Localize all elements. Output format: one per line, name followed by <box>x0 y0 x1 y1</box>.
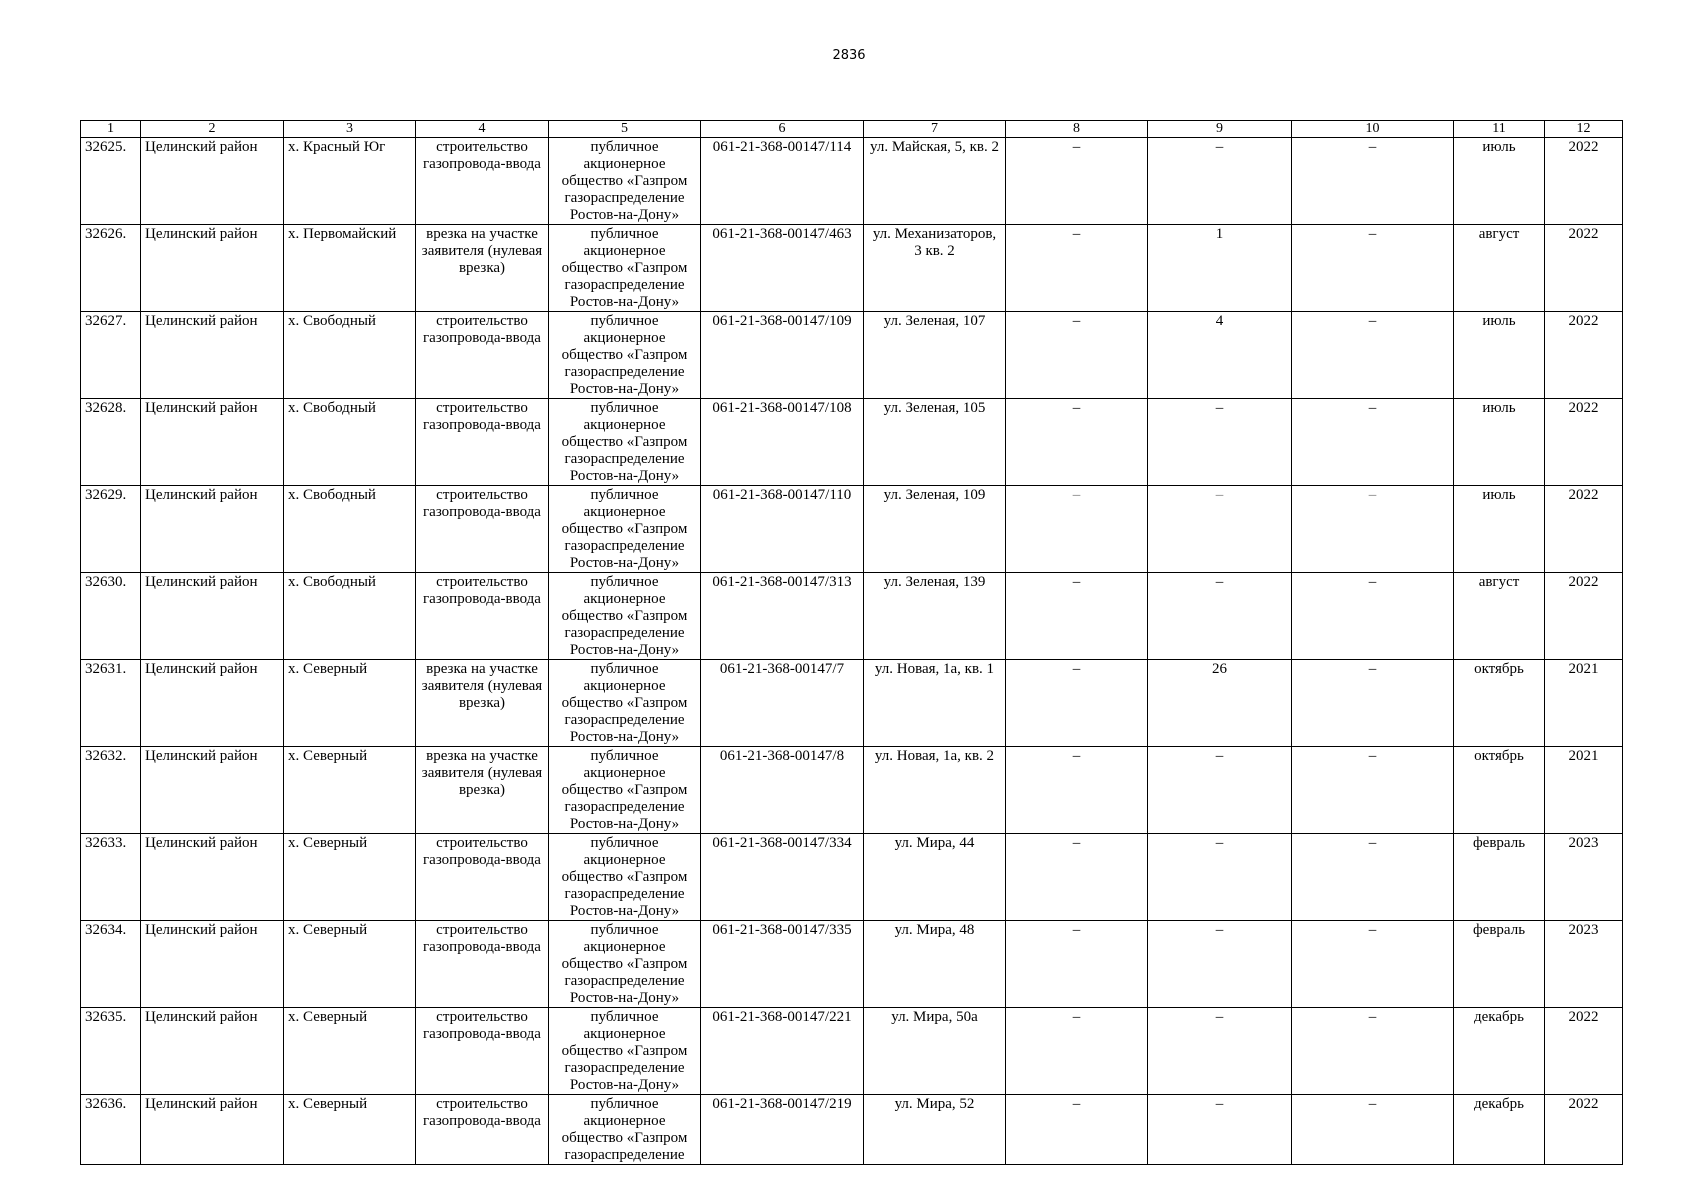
work-type-cell: строительство газопровода-ввода <box>416 486 549 573</box>
settlement-cell: х. Северный <box>284 1095 416 1165</box>
district-cell: Целинский район <box>141 573 284 660</box>
district-cell: Целинский район <box>141 660 284 747</box>
year-cell: 2022 <box>1545 1095 1623 1165</box>
district-cell: Целинский район <box>141 1008 284 1095</box>
column-9-cell: 4 <box>1148 312 1292 399</box>
table-row <box>81 225 1623 312</box>
header-cell: 1 <box>81 121 141 138</box>
organization-cell: публичное акционерное общество «Газпром газораспределение Ростов-на-Дону» <box>549 312 701 399</box>
table-row <box>81 312 1623 399</box>
row-number-cell: 32627. <box>81 312 141 399</box>
settlement-cell: х. Северный <box>284 834 416 921</box>
address-cell: ул. Мира, 52 <box>864 1095 1006 1165</box>
header-cell: 3 <box>284 121 416 138</box>
month-cell: февраль <box>1454 921 1545 1008</box>
month-cell: декабрь <box>1454 1008 1545 1095</box>
organization-cell: публичное акционерное общество «Газпром газораспределение Ростов-на-Дону» <box>549 225 701 312</box>
table-row <box>81 399 1623 486</box>
settlement-cell: х. Свободный <box>284 486 416 573</box>
work-type-cell: строительство газопровода-ввода <box>416 834 549 921</box>
organization-cell: публичное акционерное общество «Газпром газораспределение Ростов-на-Дону» <box>549 660 701 747</box>
work-type-cell: строительство газопровода-ввода <box>416 1008 549 1095</box>
column-8-cell: – <box>1006 573 1148 660</box>
column-10-cell: – <box>1292 660 1454 747</box>
column-8-cell: – <box>1006 486 1148 573</box>
table-row <box>81 1008 1623 1095</box>
address-cell: ул. Механизаторов, 3 кв. 2 <box>864 225 1006 312</box>
settlement-cell: х. Северный <box>284 747 416 834</box>
table-row <box>81 138 1623 225</box>
district-cell: Целинский район <box>141 1095 284 1165</box>
work-type-cell: врезка на участке заявителя (нулевая врезка) <box>416 660 549 747</box>
settlement-cell: х. Первомайский <box>284 225 416 312</box>
row-number-cell: 32635. <box>81 1008 141 1095</box>
year-cell: 2023 <box>1545 834 1623 921</box>
column-10-cell: – <box>1292 399 1454 486</box>
district-cell: Целинский район <box>141 486 284 573</box>
month-cell: июль <box>1454 486 1545 573</box>
work-type-cell: строительство газопровода-ввода <box>416 312 549 399</box>
table-row <box>81 573 1623 660</box>
month-cell: февраль <box>1454 834 1545 921</box>
column-9-cell: 1 <box>1148 225 1292 312</box>
settlement-cell: х. Свободный <box>284 399 416 486</box>
year-cell: 2022 <box>1545 1008 1623 1095</box>
column-number-header-row <box>81 121 1623 138</box>
header-cell: 8 <box>1006 121 1148 138</box>
year-cell: 2022 <box>1545 573 1623 660</box>
header-cell: 12 <box>1545 121 1623 138</box>
registry-code-cell: 061-21-368-00147/114 <box>701 138 864 225</box>
month-cell: декабрь <box>1454 1095 1545 1165</box>
registry-code-cell: 061-21-368-00147/219 <box>701 1095 864 1165</box>
month-cell: октябрь <box>1454 747 1545 834</box>
column-10-cell: – <box>1292 225 1454 312</box>
organization-cell: публичное акционерное общество «Газпром газораспределение Ростов-на-Дону» <box>549 138 701 225</box>
year-cell: 2022 <box>1545 399 1623 486</box>
organization-cell: публичное акционерное общество «Газпром газораспределение Ростов-на-Дону» <box>549 921 701 1008</box>
month-cell: июль <box>1454 138 1545 225</box>
column-8-cell: – <box>1006 138 1148 225</box>
district-cell: Целинский район <box>141 834 284 921</box>
address-cell: ул. Мира, 48 <box>864 921 1006 1008</box>
column-9-cell: – <box>1148 573 1292 660</box>
settlement-cell: х. Красный Юг <box>284 138 416 225</box>
table-row <box>81 834 1623 921</box>
table-row <box>81 1095 1623 1165</box>
row-number-cell: 32636. <box>81 1095 141 1165</box>
column-10-cell: – <box>1292 312 1454 399</box>
row-number-cell: 32630. <box>81 573 141 660</box>
column-10-cell: – <box>1292 1095 1454 1165</box>
row-number-cell: 32626. <box>81 225 141 312</box>
registry-code-cell: 061-21-368-00147/334 <box>701 834 864 921</box>
address-cell: ул. Новая, 1а, кв. 1 <box>864 660 1006 747</box>
district-cell: Целинский район <box>141 921 284 1008</box>
month-cell: август <box>1454 573 1545 660</box>
row-number-cell: 32631. <box>81 660 141 747</box>
header-cell: 9 <box>1148 121 1292 138</box>
district-cell: Целинский район <box>141 399 284 486</box>
header-cell: 10 <box>1292 121 1454 138</box>
header-cell: 7 <box>864 121 1006 138</box>
registry-code-cell: 061-21-368-00147/109 <box>701 312 864 399</box>
registry-code-cell: 061-21-368-00147/313 <box>701 573 864 660</box>
column-10-cell: – <box>1292 921 1454 1008</box>
district-cell: Целинский район <box>141 225 284 312</box>
column-9-cell: – <box>1148 1095 1292 1165</box>
header-cell: 4 <box>416 121 549 138</box>
year-cell: 2022 <box>1545 486 1623 573</box>
table-row <box>81 747 1623 834</box>
column-10-cell: – <box>1292 138 1454 225</box>
column-8-cell: – <box>1006 312 1148 399</box>
month-cell: август <box>1454 225 1545 312</box>
column-10-cell: – <box>1292 747 1454 834</box>
table-row <box>81 660 1623 747</box>
registry-code-cell: 061-21-368-00147/335 <box>701 921 864 1008</box>
row-number-cell: 32628. <box>81 399 141 486</box>
registry-code-cell: 061-21-368-00147/221 <box>701 1008 864 1095</box>
row-number-cell: 32625. <box>81 138 141 225</box>
column-8-cell: – <box>1006 921 1148 1008</box>
year-cell: 2023 <box>1545 921 1623 1008</box>
organization-cell: публичное акционерное общество «Газпром газораспределение Ростов-на-Дону» <box>549 834 701 921</box>
gasification-register-table <box>80 120 1623 1165</box>
column-9-cell: – <box>1148 921 1292 1008</box>
address-cell: ул. Новая, 1а, кв. 2 <box>864 747 1006 834</box>
registry-code-cell: 061-21-368-00147/7 <box>701 660 864 747</box>
row-number-cell: 32633. <box>81 834 141 921</box>
column-9-cell: – <box>1148 834 1292 921</box>
table-row <box>81 486 1623 573</box>
address-cell: ул. Зеленая, 107 <box>864 312 1006 399</box>
year-cell: 2021 <box>1545 747 1623 834</box>
month-cell: июль <box>1454 312 1545 399</box>
registry-code-cell: 061-21-368-00147/110 <box>701 486 864 573</box>
column-9-cell: – <box>1148 486 1292 573</box>
column-9-cell: 26 <box>1148 660 1292 747</box>
header-cell: 11 <box>1454 121 1545 138</box>
organization-cell: публичное акционерное общество «Газпром газораспределение Ростов-на-Дону» <box>549 1008 701 1095</box>
work-type-cell: врезка на участке заявителя (нулевая врезка) <box>416 225 549 312</box>
column-8-cell: – <box>1006 1008 1148 1095</box>
work-type-cell: строительство газопровода-ввода <box>416 921 549 1008</box>
address-cell: ул. Мира, 50а <box>864 1008 1006 1095</box>
address-cell: ул. Мира, 44 <box>864 834 1006 921</box>
column-9-cell: – <box>1148 747 1292 834</box>
page-number: 2836 <box>832 48 866 63</box>
registry-code-cell: 061-21-368-00147/463 <box>701 225 864 312</box>
address-cell: ул. Майская, 5, кв. 2 <box>864 138 1006 225</box>
district-cell: Целинский район <box>141 138 284 225</box>
column-8-cell: – <box>1006 225 1148 312</box>
organization-cell: публичное акционерное общество «Газпром газораспределение Ростов-на-Дону» <box>549 399 701 486</box>
registry-code-cell: 061-21-368-00147/108 <box>701 399 864 486</box>
registry-code-cell: 061-21-368-00147/8 <box>701 747 864 834</box>
table-row <box>81 921 1623 1008</box>
header-cell: 6 <box>701 121 864 138</box>
year-cell: 2022 <box>1545 138 1623 225</box>
district-cell: Целинский район <box>141 747 284 834</box>
column-8-cell: – <box>1006 834 1148 921</box>
column-8-cell: – <box>1006 747 1148 834</box>
district-cell: Целинский район <box>141 312 284 399</box>
settlement-cell: х. Свободный <box>284 573 416 660</box>
organization-cell: публичное акционерное общество «Газпром газораспределение Ростов-на-Дону» <box>549 747 701 834</box>
work-type-cell: врезка на участке заявителя (нулевая врезка) <box>416 747 549 834</box>
column-8-cell: – <box>1006 399 1148 486</box>
work-type-cell: строительство газопровода-ввода <box>416 1095 549 1165</box>
column-10-cell: – <box>1292 834 1454 921</box>
month-cell: октябрь <box>1454 660 1545 747</box>
address-cell: ул. Зеленая, 109 <box>864 486 1006 573</box>
settlement-cell: х. Свободный <box>284 312 416 399</box>
work-type-cell: строительство газопровода-ввода <box>416 138 549 225</box>
column-10-cell: – <box>1292 1008 1454 1095</box>
settlement-cell: х. Северный <box>284 1008 416 1095</box>
settlement-cell: х. Северный <box>284 921 416 1008</box>
header-cell: 5 <box>549 121 701 138</box>
column-9-cell: – <box>1148 399 1292 486</box>
column-9-cell: – <box>1148 1008 1292 1095</box>
year-cell: 2022 <box>1545 312 1623 399</box>
year-cell: 2021 <box>1545 660 1623 747</box>
row-number-cell: 32634. <box>81 921 141 1008</box>
row-number-cell: 32629. <box>81 486 141 573</box>
address-cell: ул. Зеленая, 139 <box>864 573 1006 660</box>
work-type-cell: строительство газопровода-ввода <box>416 573 549 660</box>
column-10-cell: – <box>1292 573 1454 660</box>
column-9-cell: – <box>1148 138 1292 225</box>
year-cell: 2022 <box>1545 225 1623 312</box>
row-number-cell: 32632. <box>81 747 141 834</box>
settlement-cell: х. Северный <box>284 660 416 747</box>
organization-cell: публичное акционерное общество «Газпром газораспределение Ростов-на-Дону» <box>549 573 701 660</box>
address-cell: ул. Зеленая, 105 <box>864 399 1006 486</box>
header-cell: 2 <box>141 121 284 138</box>
organization-cell: публичное акционерное общество «Газпром газораспределение Ростов-на-Дону» <box>549 486 701 573</box>
work-type-cell: строительство газопровода-ввода <box>416 399 549 486</box>
month-cell: июль <box>1454 399 1545 486</box>
organization-cell: публичное акционерное общество «Газпром газораспределение <box>549 1095 701 1165</box>
column-10-cell: – <box>1292 486 1454 573</box>
column-8-cell: – <box>1006 1095 1148 1165</box>
column-8-cell: – <box>1006 660 1148 747</box>
